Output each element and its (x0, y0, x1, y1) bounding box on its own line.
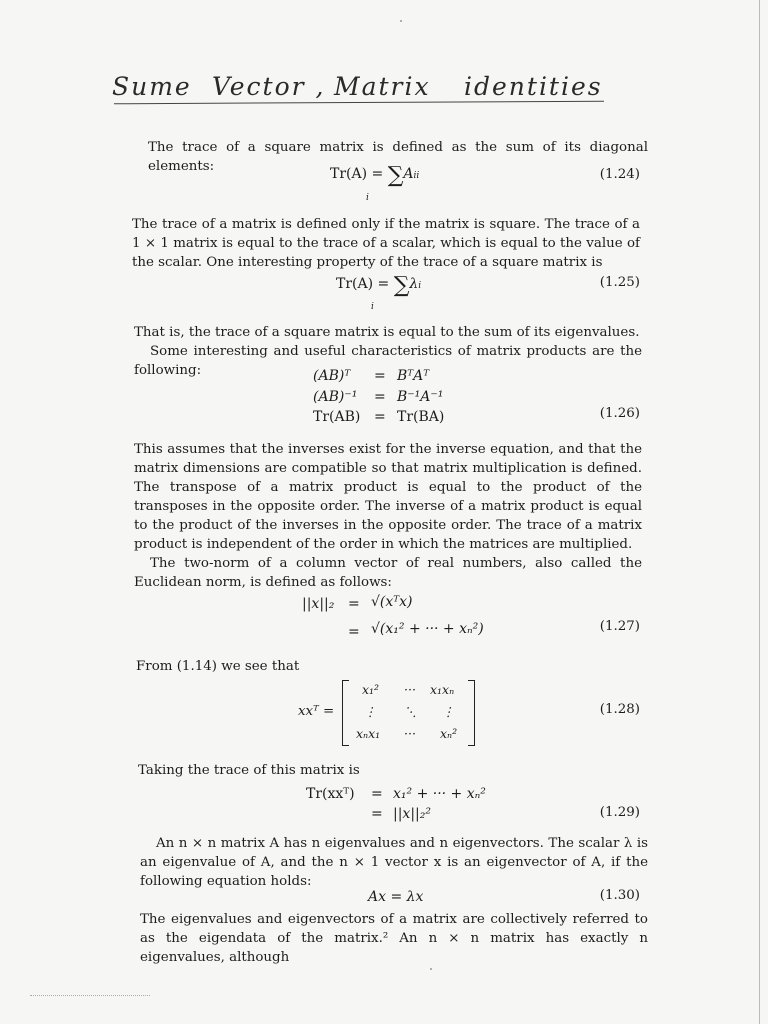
footnote-rule (30, 995, 150, 996)
scan-speck (400, 20, 402, 22)
paragraph (134, 323, 642, 380)
paragraph-text: The trace of a matrix is defined only if the matrix is square. The trace of a 1 × 1 matrix is equal to the trace of a scalar, which is equal to the value of the scalar. One interesting property of the trace of a square matrix is (132, 217, 640, 270)
equals-sign: = (374, 409, 386, 425)
equation-lhs: xxᵀ = (298, 704, 335, 719)
equation-lhs: Tr(A) = (330, 166, 388, 182)
equation-lhs: ||x||₂ (302, 596, 335, 612)
matrix-cell: ··· (404, 682, 416, 697)
equation-rhs: ||x||₂² (393, 806, 431, 822)
sum-symbol: ∑ (393, 273, 410, 298)
handwritten-word: Matrix (334, 72, 431, 101)
paragraph (140, 910, 648, 967)
equation-rhs: √(xᵀx) (371, 594, 413, 610)
paragraph (132, 215, 640, 272)
paragraph (136, 657, 299, 676)
paragraph-text: From (1.14) we see that (136, 659, 300, 674)
equation-lhs: Tr(A) = (336, 276, 394, 292)
matrix-cell: xₙx₁ (356, 726, 381, 741)
paragraph-text: This assumes that the inverses exist for the inverse equation, and that the matrix dimensions are compatible so that matrix multiplication is defined. The transpose of a matrix product is equal to the product of the transposes in the opposite order. The inverse of a matrix product is equal to the product of the inverses in the opposite order. The trace of a matrix product is independent of the order in which the matrices are multiplied. (134, 442, 642, 552)
equation-subscript: i (418, 281, 422, 291)
equation-1-30: Ax = λx (368, 889, 424, 905)
equation-rhs: √(x₁² + ··· + xₙ²) (371, 621, 484, 637)
equals-sign: = (374, 368, 386, 384)
equals-sign: = (348, 596, 360, 612)
equation-rhs: x₁² + ··· + xₙ² (393, 786, 486, 802)
paragraph-text: Some interesting and useful characteristics of matrix products are the following: (134, 344, 642, 378)
paragraph-text: An n × n matrix A has n eigenvalues and n eigenvectors. The scalar λ is an eigenvalue of A, and the n × 1 vector x is an eigenvector of A, if the following equation holds: (140, 836, 648, 889)
equation-number: (1.29) (599, 805, 640, 820)
equation-term: λ (409, 276, 419, 292)
equation-1-24 (330, 163, 419, 188)
paragraph-text: The trace of a square matrix is defined as the sum of its diagonal elements: (148, 140, 648, 174)
matrix-cell: ··· (404, 726, 416, 741)
equation-1-28 (298, 680, 488, 746)
paragraph-text: The eigenvalues and eigenvectors of a matrix are collectively referred to as the eigendata of the matrix.² An n × n matrix has exactly n eigenvalues, although (140, 912, 648, 965)
equation-number: (1.26) (599, 406, 640, 421)
matrix-cell: ⋮ (364, 704, 377, 719)
equation-1-25 (336, 273, 421, 298)
equals-sign: = (374, 389, 386, 405)
matrix-cell: xₙ² (440, 726, 458, 741)
equation-number: (1.24) (599, 167, 640, 182)
handwritten-word: Vector , (212, 72, 326, 101)
scan-speck (430, 968, 432, 970)
equation-rhs: B⁻¹A⁻¹ (397, 389, 444, 405)
equation-lhs: (AB)ᵀ (313, 368, 351, 384)
matrix-cell: x₁xₙ (430, 682, 455, 697)
paragraph-text: That is, the trace of a square matrix is equal to the sum of its eigenvalues. (134, 325, 640, 340)
sum-index: i (366, 193, 369, 203)
paragraph (134, 440, 642, 592)
equation-number: (1.25) (599, 275, 640, 290)
equation-lhs: (AB)⁻¹ (313, 389, 358, 405)
paragraph-text: The two-norm of a column vector of real numbers, also called the Euclidean norm, is defined as follows: (134, 556, 642, 590)
equation-subscript: ii (413, 171, 420, 181)
equals-sign: = (371, 786, 383, 802)
sum-index: i (371, 302, 374, 312)
equation-rhs: BᵀAᵀ (397, 368, 430, 384)
handwritten-word: identities (464, 72, 603, 101)
sum-symbol: ∑ (387, 163, 404, 188)
handwritten-word: Sume (112, 72, 192, 101)
equation-number: (1.30) (599, 888, 640, 903)
paragraph (138, 761, 360, 780)
matrix-cell: ⋮ (442, 704, 455, 719)
paragraph (140, 834, 648, 891)
equation-number: (1.27) (599, 619, 640, 634)
equation-lhs: Tr(AB) (313, 409, 361, 425)
paragraph-text: Taking the trace of this matrix is (138, 763, 360, 778)
matrix-cell: x₁² (362, 682, 380, 697)
equation-number: (1.28) (599, 702, 640, 717)
equals-sign: = (371, 806, 383, 822)
equals-sign: = (348, 624, 360, 640)
equation-lhs: Tr(xxᵀ) (306, 786, 355, 802)
scan-edge-line (759, 0, 760, 1024)
equation-term: A (403, 166, 414, 182)
equation-rhs: Tr(BA) (397, 409, 445, 425)
matrix-bracket-right (468, 680, 475, 746)
matrix-bracket-left (342, 680, 349, 746)
matrix-cell: ⋱ (404, 704, 417, 719)
